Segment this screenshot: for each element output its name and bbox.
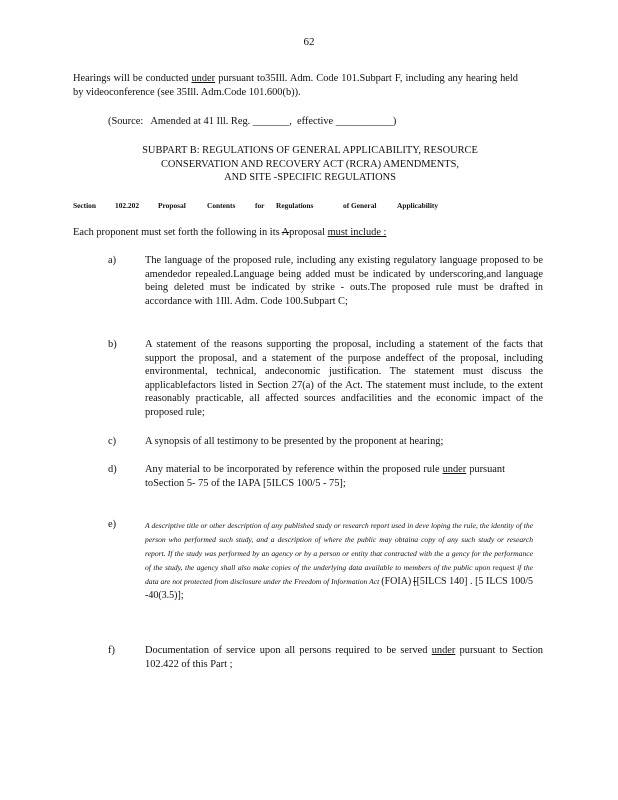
item-e-struck: [	[413, 576, 417, 587]
section-word-5: of General	[343, 201, 377, 210]
item-f-text-1: Documentation of service upon all persons required to be served	[145, 645, 432, 656]
item-b-text: A statement of the reasons supporting the proposal, including a statement of the facts that support the proposal, and a statement of the purpose andeffect of the proposal, including environmental, technical, andeconomic justification. The statement must discuss the applicablefactors listed in Section 27(a) of the Act. The statement must include, to the extent reasonably practicable, all affected sources andfacilities and the economic impact of the proposed rule;	[145, 339, 543, 418]
item-f-underlined: under	[431, 645, 456, 656]
intro-underlined: under	[191, 73, 216, 84]
item-d-text-2: pursuant toSection 5- 75 of the IAPA [5ILCS 100/5 - 75];	[145, 464, 505, 489]
section-word-4: Regulations	[276, 201, 314, 210]
section-word-6: Applicability	[397, 201, 439, 210]
subpart-heading	[60, 144, 560, 185]
item-d-label: d)	[108, 464, 117, 475]
lead-sentence	[73, 226, 553, 240]
item-f-label: f)	[108, 645, 115, 656]
item-f-text	[145, 644, 543, 671]
item-e-text	[145, 519, 533, 603]
section-word-3: for	[255, 201, 265, 210]
lead-text-1: Each proponent must set forth the following in its	[73, 227, 282, 238]
item-e-text-1: A descriptive title or other description of any published study or research report used in deve loping the rule, the identity of the person who performed such study, and a description of where the public may obtaina copy of any such study or research report. If the study was performed by an agency or by a person or entity that contracted with the a gency for the performance of the study, the agency shall also make copies of the underlying data available to members of the public upon request if the data are not protected from disclosure under the Freedom of Information Act	[145, 521, 533, 586]
section-heading	[0, 201, 618, 213]
section-label: Section	[73, 201, 96, 210]
item-c-label: c)	[108, 436, 117, 447]
item-a-text: The language of the proposed rule, including any existing regulatory language proposed to be amendedor repealed.Language being added must be indicated by underscoring,and language being deleted must be indicated by strike - outs.The proposed rule must be drafted in accordance with 1Ill. Adm. Code 100.Subpart C;	[145, 255, 543, 307]
section-word-2: Contents	[207, 201, 236, 210]
lead-underlined: must include :	[327, 227, 387, 238]
item-f-text-2: pursuant to Section 102.422 of this Part ;	[145, 645, 543, 670]
lead-struck: A	[281, 227, 290, 238]
item-c-text: A synopsis of all testimony to be presented by the proponent at hearing;	[145, 436, 444, 447]
item-e-text-3: [5ILCS 140] . [5 ILCS 100/5 -40(3.5)];	[145, 576, 533, 601]
source-note: (Source: Amended at 41 Ill. Reg. _______, effective ___________)	[108, 116, 397, 127]
subpart-line-3: AND SITE -SPECIFIC REGULATIONS	[224, 172, 396, 184]
intro-paragraph	[73, 72, 518, 99]
intro-text-1: Hearings will be conducted	[73, 73, 192, 84]
item-d-text-1: Any material to be incorporated by reference within the proposed rule	[145, 464, 443, 475]
item-b-label: b)	[108, 339, 117, 350]
subpart-line-2: CONSERVATION AND RECOVERY ACT (RCRA) AMENDMENTS,	[160, 158, 460, 170]
item-a-label: a)	[108, 255, 117, 266]
item-d-text	[145, 463, 505, 490]
intro-text-2: pursuant to35Ill. Adm. Code 101.Subpart F, including any hearing held by videoconference (see 35Ill. Adm.Code 101.600(b)).	[73, 73, 519, 98]
section-number: 102.202	[115, 201, 140, 210]
lead-text-2: proposal	[289, 227, 328, 238]
item-e-label: e)	[108, 519, 117, 530]
item-e-foia: (FOIA)	[381, 576, 412, 587]
item-d-underlined: under	[442, 464, 467, 475]
page-number: 62	[303, 36, 315, 48]
subpart-line-1: SUBPART B: REGULATIONS OF GENERAL APPLICABILITY, RESOURCE	[142, 145, 478, 156]
section-word-1: Proposal	[158, 201, 186, 210]
